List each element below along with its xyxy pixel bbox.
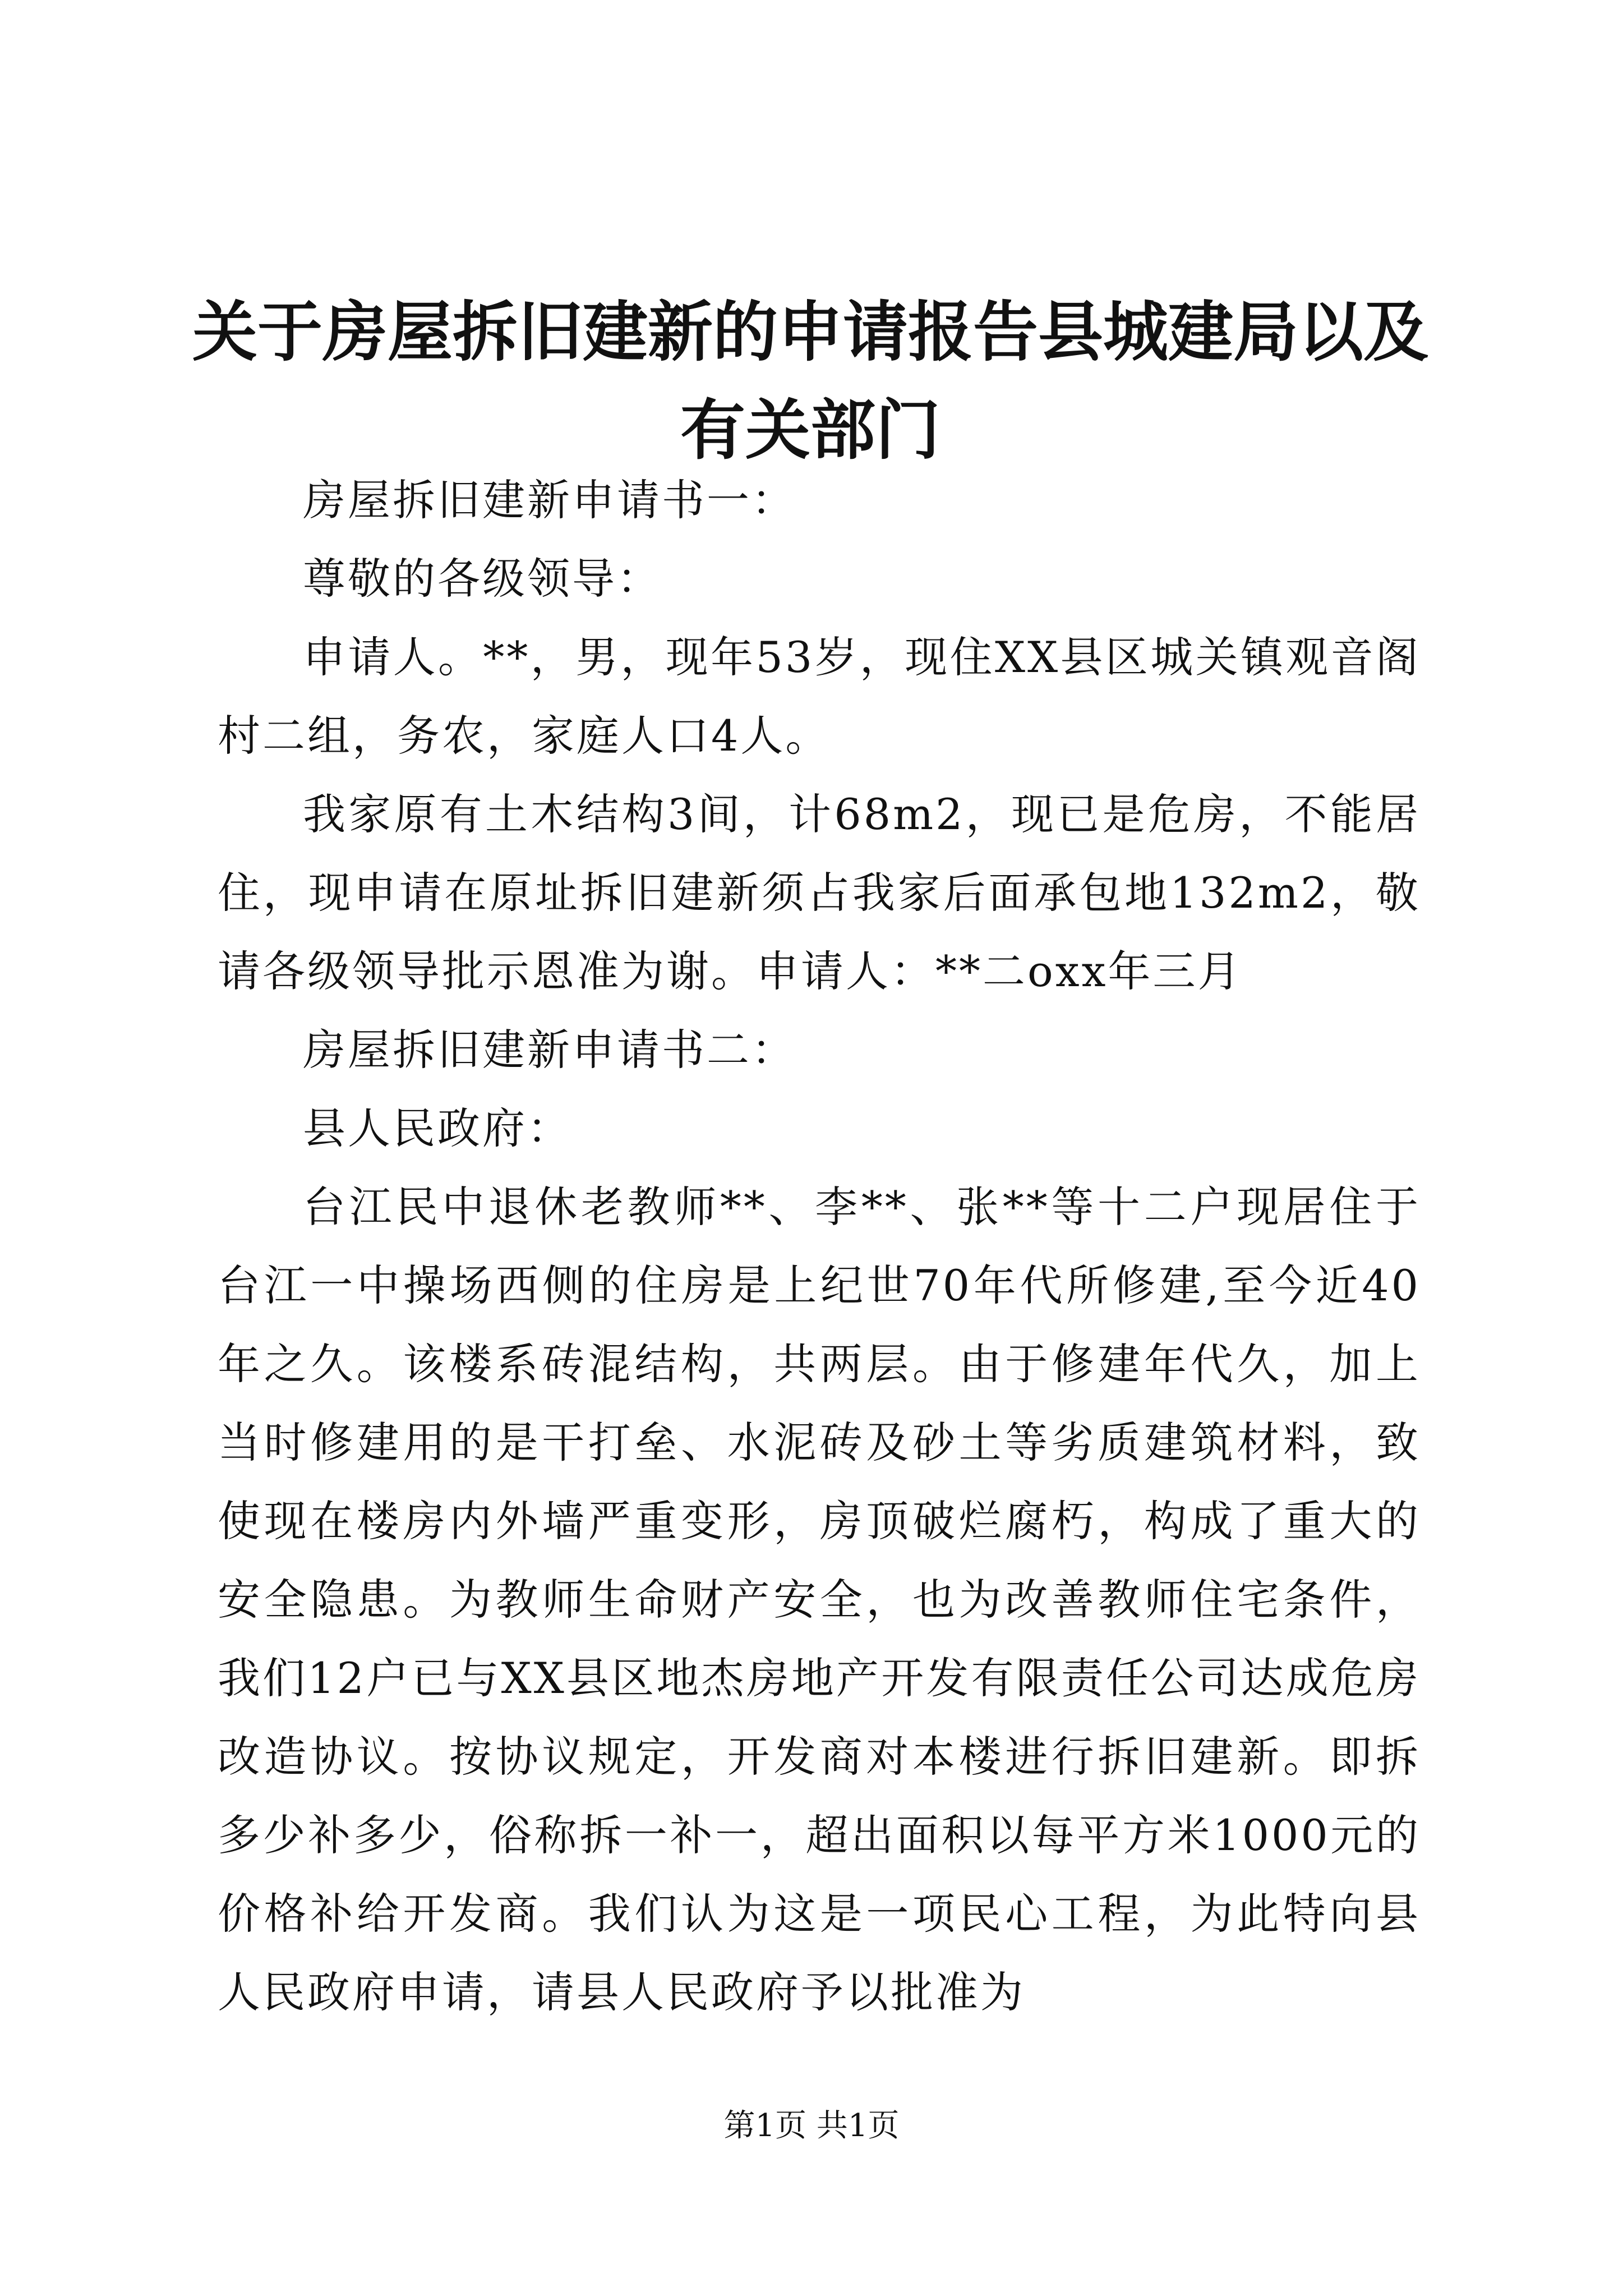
document-body (218, 461, 1421, 2032)
document-title: 关于房屋拆旧建新的申请报告县城建局以及有关部门 (192, 294, 1428, 468)
paragraph-salutation-1: 尊敬的各级领导： (303, 554, 662, 604)
paragraph-applicant-info: 申请人。**，男，现年53岁，现住XX县区城关镇观音阁村二组，务农，家庭人口4人。 (218, 632, 1421, 761)
page-footer: 第1页 共1页 (723, 2108, 900, 2144)
paragraph-heading-2: 房屋拆旧建新申请书二： (303, 1025, 796, 1075)
paragraph-salutation-2: 县人民政府： (303, 1103, 572, 1153)
paragraph-request-2: 台江民中退休老教师**、李**、张**等十二户现居住于台江一中操场西侧的住房是上纪世70年代所修建,至今近40年之久。该楼系砖混结构，共两层。由于修建年代久，加上当时修建用的是干打垒、水泥砖及砂土等劣质建筑材料，致使现在楼房内外墙严重变形，房顶破烂腐朽，构成了重大的安全隐患。为教师生命财产安全，也为改善教师住宅条件，我们12户已与XX县区地杰房地产开发有限责任公司达成危房改造协议。按协议规定，开发商对本楼进行拆旧建新。即拆多少补多少，俗称拆一补一，超出面积以每平方米1000元的价格补给开发商。我们认为这是一项民心工程，为此特向县人民政府申请，请县人民政府予以批准为 (218, 1182, 1421, 2017)
paragraph-heading-1: 房屋拆旧建新申请书一： (303, 475, 796, 525)
paragraph-request-1: 我家原有土木结构3间，计68m2，现已是危房，不能居住，现申请在原址拆旧建新须占我家后面承包地132m2，敬请各级领导批示恩准为谢。申请人：**二oxx年三月 (218, 789, 1421, 996)
